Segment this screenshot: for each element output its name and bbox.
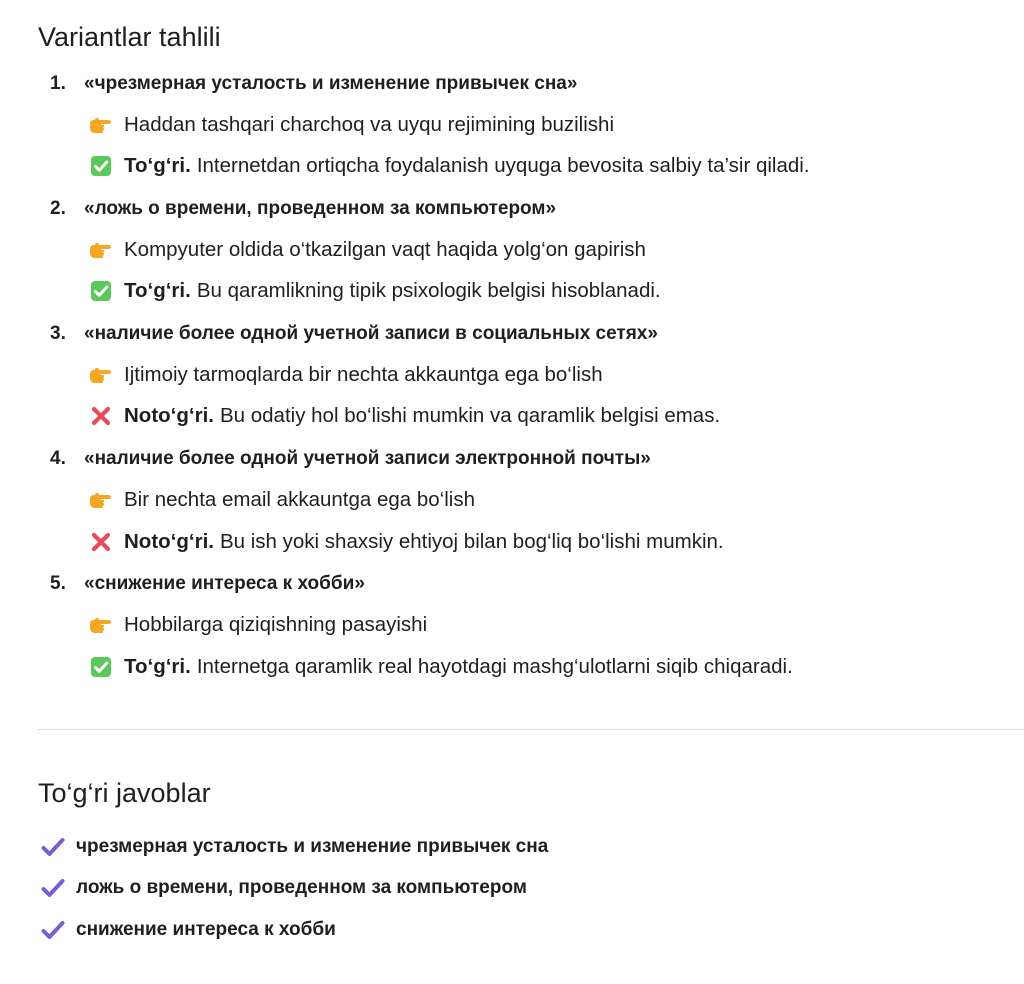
item-number: 5. [50,573,66,594]
pointing-hand-icon [88,487,114,513]
translation-text: Bir nechta email akkauntga ega bo‘lish [124,488,475,511]
verdict-explanation: Bu odatiy hol bo‘lishi mumkin va qaramlik belgisi emas. [219,404,721,427]
verdict-line [88,652,793,682]
check-mark-button-icon [88,654,114,680]
cross-mark-icon [88,529,114,555]
item-question: «снижение интереса к хобби» [84,573,365,594]
list-item [50,195,556,223]
verdict-line [88,151,810,181]
item-question: «ложь о времени, проведенном за компьютером» [84,198,557,219]
cross-mark-icon [88,403,114,429]
translation-line [88,610,427,640]
item-question: «наличие более одной учетной записи в социальных сетях» [84,323,658,344]
check-mark-button-icon [88,278,114,304]
verdict-explanation: Bu ish yoki shaxsiy ehtiyoj bilan bog‘liq bo‘lishi mumkin. [219,530,724,553]
verdict-label: Noto‘g‘ri. [124,530,214,553]
divider [38,729,1024,730]
translation-text: Ijtimoiy tarmoqlarda bir nechta akkauntga ega bo‘lish [124,363,603,386]
translation-line [88,485,475,515]
translation-line [88,235,646,265]
verdict-line [88,276,661,306]
answer-text: снижение интереса к хобби [76,919,336,940]
list-item [50,445,651,473]
correct-answers-heading: To‘g‘ri javoblar [38,778,211,808]
analysis-heading: Variantlar tahlili [38,22,221,52]
item-question: «наличие более одной учетной записи электронной почты» [84,448,651,469]
translation-line [88,110,614,140]
verdict-label: To‘g‘ri. [124,279,191,302]
item-number: 1. [50,73,66,94]
list-item [50,320,658,348]
pointing-hand-icon [88,362,114,388]
item-question: «чрезмерная усталость и изменение привычек сна» [84,73,578,94]
translation-text: Hobbilarga qiziqishning pasayishi [124,613,428,636]
translation-text: Haddan tashqari charchoq va uyqu rejimining buzilishi [124,113,614,136]
item-number: 2. [50,198,66,219]
answer-text: чрезмерная усталость и изменение привычек сна [76,836,549,857]
check-mark-icon [40,836,66,858]
translation-text: Kompyuter oldida o‘tkazilgan vaqt haqida yolg‘on gapirish [124,238,646,261]
pointing-hand-icon [88,612,114,638]
list-item [50,570,365,598]
verdict-line [88,527,724,557]
verdict-explanation: Bu qaramlikning tipik psixologik belgisi hisoblanadi. [196,279,661,302]
pointing-hand-icon [88,237,114,263]
item-number: 3. [50,323,66,344]
check-mark-icon [40,919,66,941]
translation-line [88,360,603,390]
verdict-label: To‘g‘ri. [124,154,191,177]
check-mark-icon [40,877,66,899]
answer-text: ложь о времени, проведенном за компьютером [76,877,527,898]
verdict-label: To‘g‘ri. [124,655,191,678]
check-mark-button-icon [88,153,114,179]
verdict-explanation: Internetdan ortiqcha foydalanish uyquga bevosita salbiy ta’sir qiladi. [196,154,810,177]
answer-item [40,874,527,902]
list-item [50,70,577,98]
pointing-hand-icon [88,112,114,138]
verdict-label: Noto‘g‘ri. [124,404,214,427]
verdict-explanation: Internetga qaramlik real hayotdagi mashg‘ulotlarni siqib chiqaradi. [196,655,793,678]
answer-item [40,833,548,861]
answer-item [40,916,336,944]
verdict-line [88,401,720,431]
item-number: 4. [50,448,66,469]
